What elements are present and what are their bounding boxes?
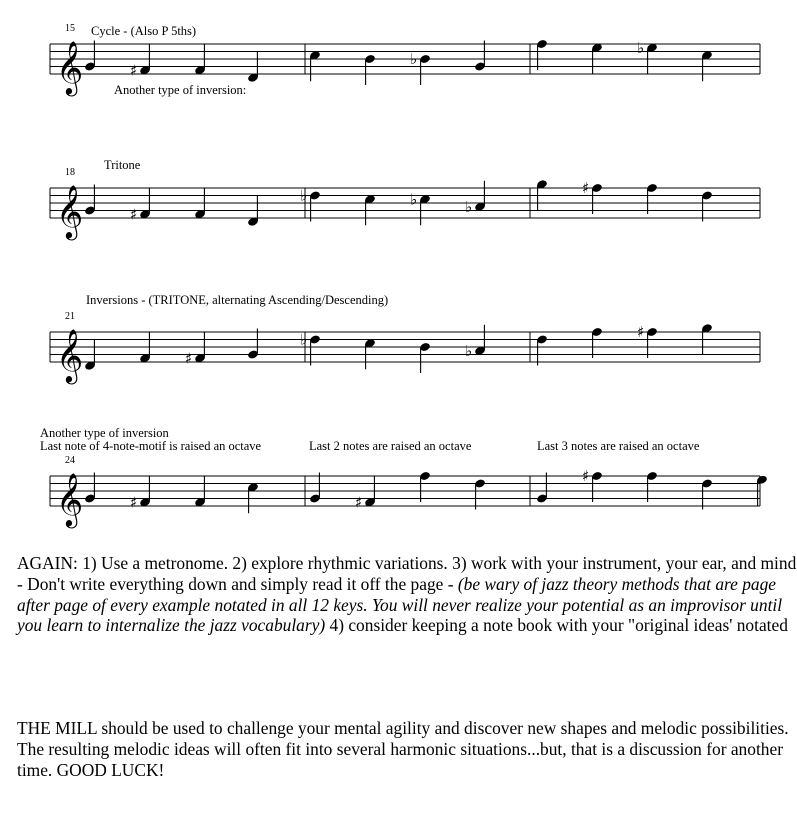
flat-icon: ♭ xyxy=(410,50,418,68)
flat-icon: ♭ xyxy=(300,330,308,349)
flat-icon: ♭ xyxy=(465,197,473,216)
system-4-caption-3: Last 3 notes are raised an octave xyxy=(537,439,700,453)
measure-number-18: 18 xyxy=(65,167,75,178)
treble-clef-icon: 𝄞 xyxy=(56,40,84,94)
sharp-icon: ♯ xyxy=(582,467,590,485)
sharp-icon: ♯ xyxy=(130,205,138,224)
system-4-title: Another type of inversion xyxy=(40,426,169,440)
system-4-caption-2: Last 2 notes are raised an octave xyxy=(309,439,472,453)
flat-icon: ♭ xyxy=(637,38,645,57)
measure-number-15: 15 xyxy=(65,23,75,34)
flat-icon: ♭ xyxy=(465,341,473,360)
system-1-subtitle: Another type of inversion: xyxy=(114,83,247,97)
advice-text: AGAIN: 1) Use a metronome. 2) explore rhythmic variations. 3) work with your instrument, your ear, and mind - Don't write everything down and simply read it off the page - xyxy=(17,553,797,594)
sharp-icon: ♯ xyxy=(582,179,590,197)
sharp-icon: ♯ xyxy=(185,349,193,368)
system-4-caption-1: Last note of 4-note-motif is raised an octave xyxy=(40,439,262,453)
sharp-icon: ♯ xyxy=(130,61,138,80)
sharp-icon: ♯ xyxy=(355,493,363,512)
system-3-title: Inversions - (TRITONE, alternating Ascending/Descending) xyxy=(86,293,389,307)
flat-icon: ♭ xyxy=(300,186,308,205)
treble-clef-icon: 𝄞 xyxy=(56,328,84,382)
measure-number-21: 21 xyxy=(65,311,75,322)
system-1-title: Cycle - (Also P 5ths) xyxy=(91,24,197,38)
the-mill-text: THE MILL should be used to challenge your mental agility and discover new shapes and melodic possibilities. The resulting melodic ideas will often fit into several harmonic situations...but, that is a discussion for another time. GOOD LUCK! xyxy=(17,718,789,780)
the-mill-paragraph xyxy=(17,718,797,780)
treble-clef-icon: 𝄞 xyxy=(56,184,84,238)
sharp-icon: ♯ xyxy=(130,493,138,512)
measure-number-24: 24 xyxy=(65,455,75,466)
treble-clef-icon: 𝄞 xyxy=(56,472,84,526)
system-2-title: Tritone xyxy=(104,158,141,172)
flat-icon: ♭ xyxy=(410,190,418,209)
advice-paragraph xyxy=(17,553,797,636)
sharp-icon: ♯ xyxy=(637,323,645,341)
advice-text-tail: 4) consider keeping a note book with your "original ideas' notated xyxy=(325,615,788,636)
advice-italic-note: (be wary of jazz theory methods that are page after page of every example notated in all 12 keys. You will never realize your potential as an improvisor until you learn to internalize the jazz vocabulary) xyxy=(17,573,783,636)
